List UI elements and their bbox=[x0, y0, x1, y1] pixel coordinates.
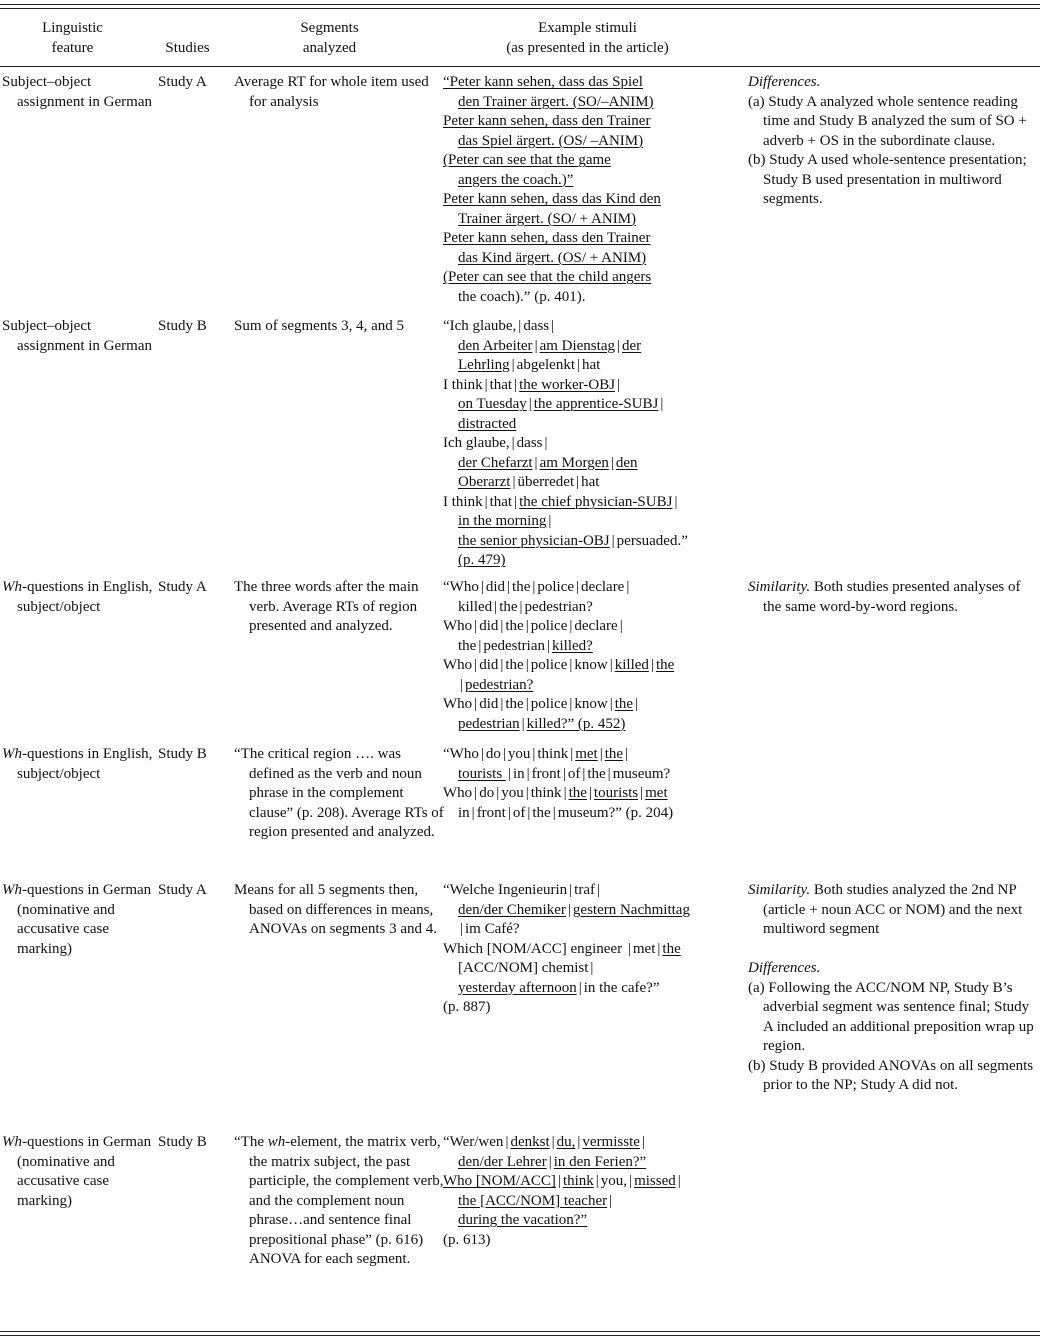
segment-separator: | bbox=[500, 696, 504, 712]
segment-separator: | bbox=[569, 657, 573, 673]
row1-feature: Subject–object assignment in German bbox=[2, 74, 152, 110]
segment-separator: | bbox=[525, 785, 529, 801]
row1-stimuli: “Peter kann sehen, dass das Spiel den Trainer ärgert. (SO/–ANIM) Peter kann sehen, dass den Trainer das Spiel ärgert. (OS/ –ANIM) (Peter can see that the game angers the coach.)” Peter kann sehen, dass das Kind den Trainer ärgert. (SO/ + ANIM) Peter kann sehen, dass den Trainer das Kind ärgert. (OS/ + ANIM) (Peter can see that the child angers the coach).” (p. 401). bbox=[443, 74, 661, 305]
segment-separator: | bbox=[570, 746, 574, 762]
segment-separator: | bbox=[576, 474, 580, 490]
row2-segments: Sum of segments 3, 4, and 5 bbox=[234, 318, 404, 334]
segment-separator: | bbox=[528, 396, 532, 412]
segment-separator: | bbox=[616, 337, 620, 354]
segment-separator: | bbox=[521, 715, 525, 732]
segment-separator: | bbox=[500, 618, 504, 634]
segment-separator: | bbox=[527, 804, 531, 821]
top-rule-1 bbox=[0, 4, 1040, 5]
segment-separator: | bbox=[609, 1192, 613, 1209]
segment-separator: | bbox=[548, 1153, 552, 1170]
segment-separator: | bbox=[609, 696, 613, 712]
row3-notes: Similarity. Both studies presented analyses of the same word-by-word regions. bbox=[748, 579, 1021, 615]
segment-separator: | bbox=[576, 357, 580, 373]
row2-study: Study B bbox=[158, 318, 207, 334]
row3-segments: The three words after the main verb. Average RTs of region presented and analyzed. bbox=[234, 579, 419, 634]
bottom-rule-2 bbox=[0, 1335, 1040, 1336]
segment-separator: | bbox=[511, 357, 515, 373]
segment-separator: | bbox=[507, 765, 511, 782]
segment-separator: | bbox=[507, 804, 511, 821]
row5-notes: Similarity. Both studies analyzed the 2nd NP (article + noun ACC or NOM) and the next multiword segment Differences. (a) Following the ACC/NOM NP, Study B’s adverbial segment was sentence final; Study A included an additional preposition wrap up region. (b) Study B provided ANOVAs on all segments prior to the NP; Study A did not. bbox=[748, 882, 1034, 1093]
segment-separator: | bbox=[576, 579, 580, 595]
segment-separator: | bbox=[625, 746, 629, 762]
segment-separator: | bbox=[546, 637, 550, 654]
row5-segments: Means for all 5 segments then, based on differences in means, ANOVAs on segments 3 and 4. bbox=[234, 882, 438, 937]
row5-stimuli: “Welche Ingenieurin | traf | den/der Chemiker | gestern Nachmittag | im Café? Which [NOM/ACC] engineer | met | the [ACC/NOM] chemist | yesterday afternoon | in the cafe?” (p. 887) bbox=[443, 882, 690, 1015]
segment-separator: | bbox=[484, 376, 488, 393]
row4-stimuli: “Who | do | you | think | met | the | tourists | in | front | of | the | museum? Who | do | you | think | the | tourists | met in | front | of | the | museum?” (p. 204) bbox=[443, 746, 674, 821]
segment-separator: | bbox=[511, 435, 515, 451]
segment-separator: | bbox=[611, 532, 615, 549]
row2-feature: Subject–object assignment in German bbox=[2, 318, 152, 354]
segment-separator: | bbox=[525, 618, 529, 634]
segment-separator: | bbox=[532, 746, 536, 762]
segment-separator: | bbox=[569, 696, 573, 712]
row6-study: Study B bbox=[158, 1134, 207, 1150]
segment-separator: | bbox=[590, 960, 594, 976]
segment-separator: | bbox=[595, 1173, 599, 1189]
segment-separator: | bbox=[496, 785, 500, 801]
segment-separator: | bbox=[582, 765, 586, 782]
segment-separator: | bbox=[512, 474, 516, 490]
segment-separator: | bbox=[474, 785, 478, 801]
segment-separator: | bbox=[532, 579, 536, 595]
segment-separator: | bbox=[460, 921, 464, 937]
row3-stimuli: “Who | did | the | police | declare | killed | the | pedestrian? Who | did | the | police | declare | the | pedestrian | killed? Who | did | the | police | know | killed | the | pedestrian? Who | did | the | police | know | the | pedestrian | killed?” (p. 452) bbox=[443, 579, 675, 732]
segment-separator: | bbox=[627, 940, 631, 957]
segment-separator: | bbox=[557, 1173, 561, 1189]
segment-separator: | bbox=[484, 493, 488, 510]
segment-separator: | bbox=[525, 696, 529, 712]
row3-feature: Wh-questions in English, subject/object bbox=[2, 579, 153, 615]
segment-separator: | bbox=[610, 454, 614, 471]
segment-separator: | bbox=[474, 618, 478, 634]
segment-separator: | bbox=[471, 804, 475, 821]
row1-notes: Differences. (a) Study A analyzed whole sentence reading time and Study B analyzed the sum of SO + adverb + OS in the subordinate clause. (b) Study A used whole-sentence presentation; Study B used presentation in multiword segments. bbox=[748, 74, 1027, 207]
segment-separator: | bbox=[534, 454, 538, 471]
segment-separator: | bbox=[480, 579, 484, 595]
segment-separator: | bbox=[619, 618, 623, 634]
segment-separator: | bbox=[677, 1173, 681, 1189]
segment-separator: | bbox=[518, 318, 522, 334]
segment-separator: | bbox=[534, 337, 538, 354]
header-stimuli: Example stimuli (as presented in the article) bbox=[506, 20, 669, 56]
segment-separator: | bbox=[500, 657, 504, 673]
segment-separator: | bbox=[514, 493, 518, 510]
segment-separator: | bbox=[629, 1173, 633, 1189]
segment-separator: | bbox=[577, 1134, 581, 1150]
segment-separator: | bbox=[640, 785, 644, 801]
row4-segments: “The critical region …. was defined as the verb and noun phrase in the complement clause” (p. 208). Average RTs of region presented and analyzed. bbox=[234, 746, 444, 840]
segment-separator: | bbox=[519, 598, 523, 615]
header-feature: Linguistic feature bbox=[42, 20, 103, 56]
segment-separator: | bbox=[525, 657, 529, 673]
segment-separator: | bbox=[597, 882, 601, 898]
segment-separator: | bbox=[474, 657, 478, 673]
row1-segments: Average RT for whole item used for analysis bbox=[234, 74, 429, 110]
segment-separator: | bbox=[478, 637, 482, 654]
segment-separator: | bbox=[480, 746, 484, 762]
row5-study: Study A bbox=[158, 882, 207, 898]
segment-separator: | bbox=[660, 396, 664, 412]
segment-separator: | bbox=[607, 765, 611, 782]
segment-separator: | bbox=[563, 785, 567, 801]
segment-separator: | bbox=[617, 376, 621, 393]
row4-study: Study B bbox=[158, 746, 207, 762]
row5-feature: Wh-questions in German (nominative and accusative case marking) bbox=[2, 882, 152, 957]
segment-separator: | bbox=[502, 746, 506, 762]
segment-separator: | bbox=[507, 579, 511, 595]
header-segments: Segments analyzed bbox=[300, 20, 359, 56]
row6-stimuli: “Wer/wen | denkst | du, | vermisste | den/der Lehrer | in den Ferien?” Who [NOM/ACC] | think | you, | missed | the [ACC/NOM] teacher | during the vacation?” (p. 613) bbox=[443, 1134, 681, 1248]
segment-separator: | bbox=[578, 979, 582, 996]
segment-separator: | bbox=[548, 513, 552, 529]
segment-separator: | bbox=[526, 765, 530, 782]
segment-separator: | bbox=[505, 1134, 509, 1150]
segment-separator: | bbox=[674, 493, 678, 510]
segment-separator: | bbox=[599, 746, 603, 762]
segment-separator: | bbox=[567, 901, 571, 918]
segment-separator: | bbox=[494, 598, 498, 615]
row3-study: Study A bbox=[158, 579, 207, 595]
segment-separator: | bbox=[460, 676, 464, 693]
segment-separator: | bbox=[657, 940, 661, 957]
row4-feature: Wh-questions in English, subject/object bbox=[2, 746, 153, 782]
segment-separator: | bbox=[544, 435, 548, 451]
segment-separator: | bbox=[626, 579, 630, 595]
bottom-rule-1 bbox=[0, 1331, 1040, 1332]
segment-separator: | bbox=[552, 804, 556, 821]
segment-separator: | bbox=[569, 618, 573, 634]
row6-segments: “The wh-element, the matrix verb, the matrix subject, the past participle, the complement verb, and the complement noun phrase…and sentence final prepositional phase” (p. 616) ANOVA for each segment. bbox=[234, 1134, 444, 1267]
segment-separator: | bbox=[650, 657, 654, 673]
top-rule-2 bbox=[0, 8, 1040, 9]
row6-feature: Wh-questions in German (nominative and accusative case marking) bbox=[2, 1134, 152, 1209]
header-rule bbox=[0, 66, 1040, 67]
segment-separator: | bbox=[588, 785, 592, 801]
segment-separator: | bbox=[609, 657, 613, 673]
segment-separator: | bbox=[514, 376, 518, 393]
segment-separator: | bbox=[551, 318, 555, 334]
header-studies: Studies bbox=[165, 39, 210, 56]
segment-separator: | bbox=[635, 696, 639, 712]
segment-separator: | bbox=[569, 882, 573, 898]
segment-separator: | bbox=[474, 696, 478, 712]
segment-separator: | bbox=[562, 765, 566, 782]
row1-study: Study A bbox=[158, 74, 207, 90]
segment-separator: | bbox=[551, 1134, 555, 1150]
row2-stimuli: “Ich glaube, | dass | den Arbeiter | am Dienstag | der Lehrling | abgelenkt | hat I think | that | the worker-OBJ | on Tuesday | the apprentice-SUBJ | distracted Ich glaube, | dass | der Chefarzt | am Morgen | den Oberarzt | überredet | hat I think | that | the chief physician-SUBJ | in the morning | the senior physician-OBJ | persuaded.” (p. 479) bbox=[443, 318, 688, 568]
segment-separator: | bbox=[641, 1134, 645, 1150]
